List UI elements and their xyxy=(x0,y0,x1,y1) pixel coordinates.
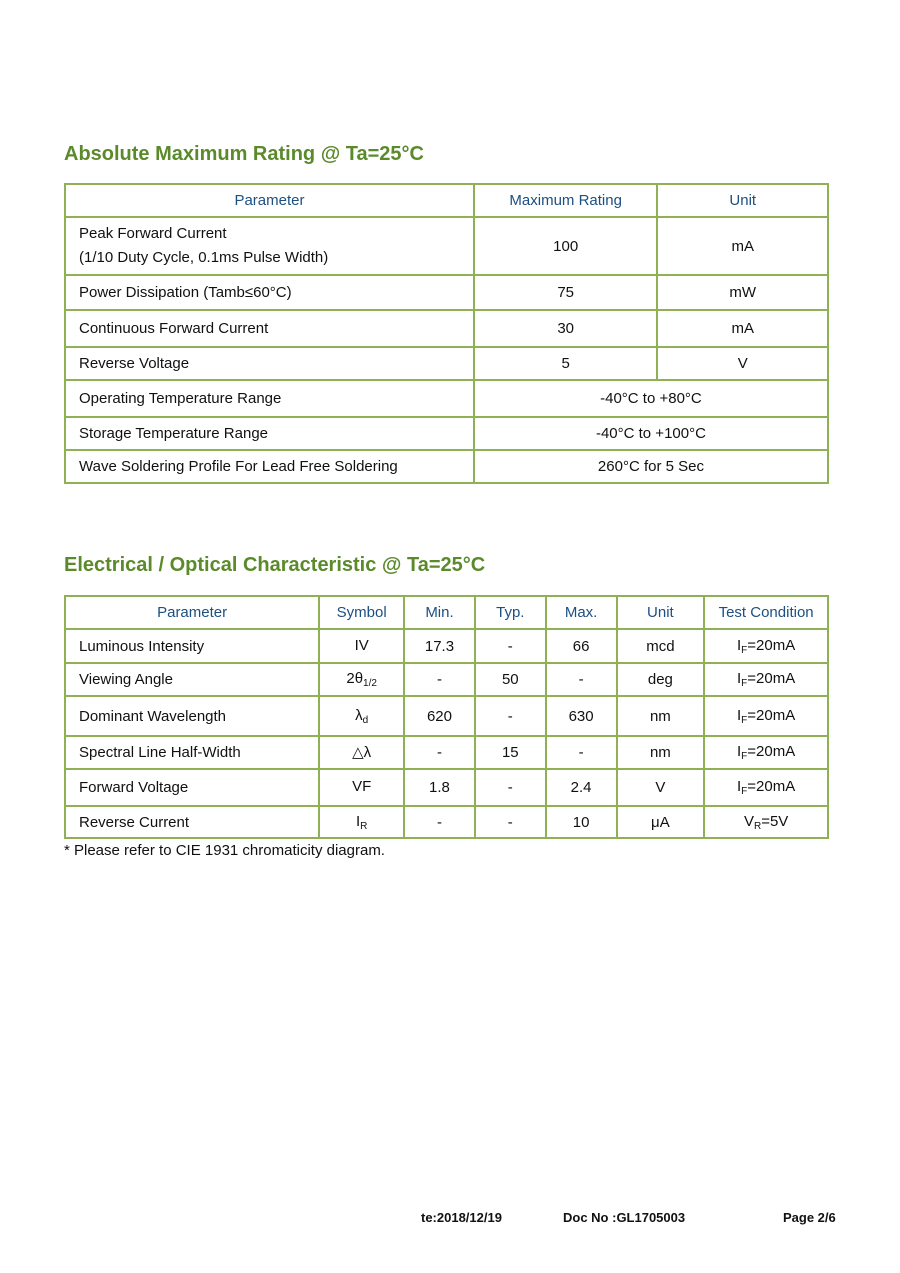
typ-cell: - xyxy=(475,629,546,663)
symbol-cell xyxy=(319,696,404,736)
parameter-cell: Spectral Line Half-Width xyxy=(65,736,319,769)
rating-cell: 75 xyxy=(474,275,658,310)
unit-cell: mcd xyxy=(617,629,705,663)
max-cell: - xyxy=(546,736,617,769)
header-min: Min. xyxy=(404,596,475,629)
rating-cell: 5 xyxy=(474,347,658,380)
rating-cell: 100 xyxy=(474,217,658,275)
header-maximum-rating: Maximum Rating xyxy=(474,184,658,217)
rating-cell: 30 xyxy=(474,310,658,347)
header-unit: Unit xyxy=(617,596,705,629)
table-header-row xyxy=(65,184,828,217)
footer-date: te:2018/12/19 xyxy=(421,1210,502,1225)
table-row xyxy=(65,696,828,736)
max-cell: 66 xyxy=(546,629,617,663)
typ-cell: - xyxy=(475,696,546,736)
header-typ: Typ. xyxy=(475,596,546,629)
min-cell: - xyxy=(404,806,475,838)
condition-subscript: F xyxy=(741,644,748,656)
test-condition-cell xyxy=(704,696,828,736)
unit-cell: mA xyxy=(657,217,828,275)
parameter-cell: Continuous Forward Current xyxy=(65,310,474,347)
typ-cell: - xyxy=(475,806,546,838)
symbol-text: IV xyxy=(354,636,369,654)
table-row xyxy=(65,217,828,275)
table-row xyxy=(65,806,828,838)
condition-subscript: F xyxy=(741,678,748,689)
header-unit: Unit xyxy=(657,184,828,217)
max-cell: 10 xyxy=(546,806,617,838)
condition-subscript: F xyxy=(741,714,748,726)
table-row xyxy=(65,275,828,310)
symbol-text: △λ xyxy=(352,743,372,761)
rating-cell: 260°C for 5 Sec xyxy=(474,450,828,483)
unit-cell: V xyxy=(657,347,828,380)
max-cell: 2.4 xyxy=(546,769,617,806)
condition-value: =5V xyxy=(761,812,789,830)
section-title-electrical-optical: Electrical / Optical Characteristic @ Ta=25°C xyxy=(64,554,486,576)
condition-value: =20mA xyxy=(747,706,796,724)
test-condition-cell xyxy=(704,736,828,769)
header-parameter: Parameter xyxy=(65,184,474,217)
condition-value: =20mA xyxy=(747,670,796,687)
parameter-cell: Wave Soldering Profile For Lead Free Soldering xyxy=(65,450,474,483)
typ-cell: 50 xyxy=(475,663,546,696)
condition-symbol: I xyxy=(737,778,742,795)
table-row xyxy=(65,629,828,663)
table-row xyxy=(65,417,828,450)
symbol-cell xyxy=(319,736,404,769)
unit-cell: mA xyxy=(657,310,828,347)
symbol-text: VF xyxy=(352,778,372,795)
symbol-text: λ xyxy=(355,706,363,724)
absolute-max-table xyxy=(64,183,829,484)
parameter-cell: Reverse Current xyxy=(65,806,319,838)
max-cell: 630 xyxy=(546,696,617,736)
parameter-cell: Operating Temperature Range xyxy=(65,380,474,417)
unit-cell: mW xyxy=(657,275,828,310)
condition-symbol: V xyxy=(743,812,754,830)
symbol-text: 2θ xyxy=(346,670,364,687)
parameter-cell: Dominant Wavelength xyxy=(65,696,319,736)
condition-subscript: R xyxy=(753,820,762,832)
test-condition-cell xyxy=(704,769,828,806)
parameter-cell: Power Dissipation (Tamb≤60°C) xyxy=(65,275,474,310)
condition-value: =20mA xyxy=(747,778,796,795)
rating-cell: -40°C to +80°C xyxy=(474,380,828,417)
unit-cell: deg xyxy=(617,663,705,696)
symbol-subscript: d xyxy=(362,714,369,726)
electrical-optical-table xyxy=(64,595,829,839)
condition-symbol: I xyxy=(737,670,742,687)
unit-cell: nm xyxy=(617,736,705,769)
section-title-absolute-max: Absolute Maximum Rating @ Ta=25°C xyxy=(64,143,424,165)
min-cell: - xyxy=(404,663,475,696)
rating-cell: -40°C to +100°C xyxy=(474,417,828,450)
symbol-cell xyxy=(319,806,404,838)
condition-value: =20mA xyxy=(747,636,796,654)
header-test-condition: Test Condition xyxy=(704,596,828,629)
footer-page-number: Page 2/6 xyxy=(783,1210,836,1225)
header-parameter: Parameter xyxy=(65,596,319,629)
table-row xyxy=(65,736,828,769)
unit-cell: μA xyxy=(617,806,705,838)
table-row xyxy=(65,450,828,483)
parameter-condition: (1/10 Duty Cycle, 0.1ms Pulse Width) xyxy=(79,249,329,266)
table-row xyxy=(65,769,828,806)
condition-subscript: F xyxy=(741,751,748,762)
table-row xyxy=(65,663,828,696)
typ-cell: 15 xyxy=(475,736,546,769)
table-header-row xyxy=(65,596,828,629)
test-condition-cell xyxy=(704,806,828,838)
symbol-cell xyxy=(319,629,404,663)
header-symbol: Symbol xyxy=(319,596,404,629)
min-cell: 17.3 xyxy=(404,629,475,663)
min-cell: 1.8 xyxy=(404,769,475,806)
table-row xyxy=(65,380,828,417)
symbol-subscript: R xyxy=(360,820,368,832)
footer-doc-number: Doc No :GL1705003 xyxy=(563,1210,686,1225)
parameter-cell: Luminous Intensity xyxy=(65,629,319,663)
unit-cell: V xyxy=(617,769,705,806)
table-row xyxy=(65,310,828,347)
symbol-text: I xyxy=(355,812,361,830)
symbol-subscript: 1/2 xyxy=(363,678,377,689)
parameter-cell: Reverse Voltage xyxy=(65,347,474,380)
parameter-name: Peak Forward Current xyxy=(79,225,227,242)
typ-cell: - xyxy=(475,769,546,806)
parameter-cell xyxy=(65,217,474,275)
parameter-cell: Storage Temperature Range xyxy=(65,417,474,450)
max-cell: - xyxy=(546,663,617,696)
symbol-cell xyxy=(319,769,404,806)
parameter-cell: Forward Voltage xyxy=(65,769,319,806)
symbol-cell xyxy=(319,663,404,696)
min-cell: 620 xyxy=(404,696,475,736)
table-row xyxy=(65,347,828,380)
test-condition-cell xyxy=(704,629,828,663)
condition-symbol: I xyxy=(737,636,742,654)
condition-subscript: F xyxy=(741,786,748,797)
condition-value: =20mA xyxy=(747,743,796,760)
footnote: * Please refer to CIE 1931 chromaticity diagram. xyxy=(64,842,385,859)
condition-symbol: I xyxy=(737,706,742,724)
unit-cell: nm xyxy=(617,696,705,736)
min-cell: - xyxy=(404,736,475,769)
condition-symbol: I xyxy=(737,743,742,760)
parameter-cell: Viewing Angle xyxy=(65,663,319,696)
test-condition-cell xyxy=(704,663,828,696)
header-max: Max. xyxy=(546,596,617,629)
